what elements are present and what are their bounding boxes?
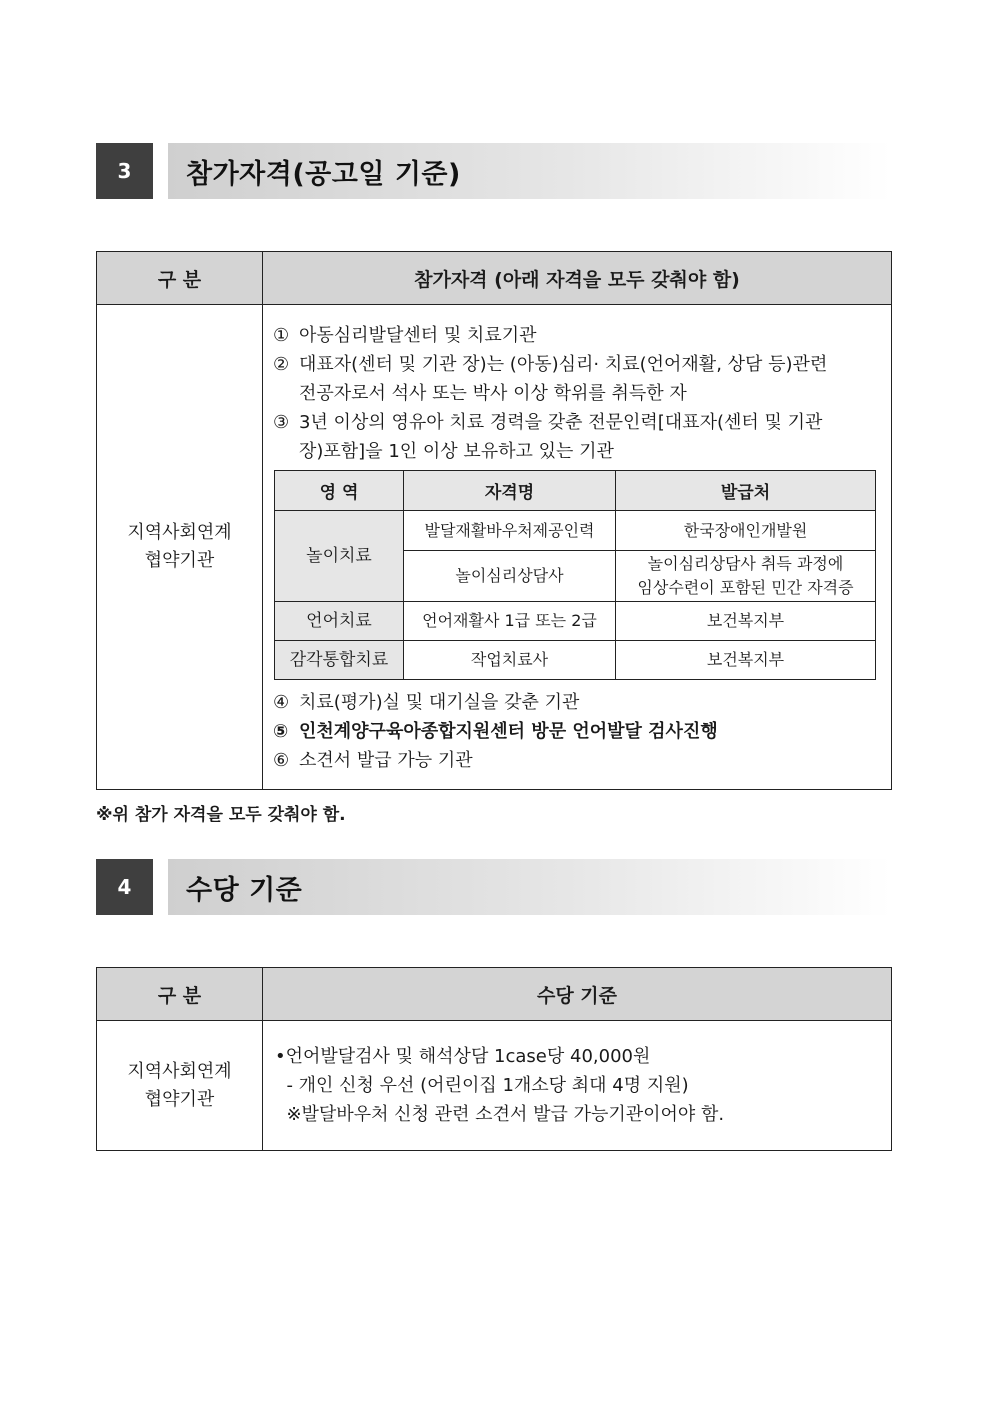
qual-header-name: 자격명 — [404, 471, 616, 511]
allowance-table — [96, 967, 892, 1151]
allowance-line: ※발달바우처 신청 관련 소견서 발급 가능기관이어야 함. — [275, 1104, 725, 1125]
row-label-line2: 협약기관 — [144, 1088, 215, 1110]
section-4-heading — [96, 859, 891, 915]
qual-issuer: 보건복지부 — [616, 641, 876, 680]
eligibility-item-3: ③ 3년 이상의 영유아 치료 경력을 갖춘 전문인력[대표자(센터 및 기관 장)포함]을 1인 이상 보유하고 있는 기관 — [273, 412, 823, 462]
header-eligibility: 참가자격 (아래 자격을 모두 갖춰야 함) — [263, 252, 892, 305]
eligibility-item-6: ⑥ 소견서 발급 가능 기관 — [273, 750, 473, 771]
qual-area-speech: 언어치료 — [275, 602, 404, 641]
header-category: 구 분 — [97, 252, 263, 305]
qual-issuer: 보건복지부 — [616, 602, 876, 641]
eligibility-item-4: ④ 치료(평가)실 및 대기실을 갖춘 기관 — [273, 692, 580, 713]
qual-name: 놀이심리상담사 — [404, 551, 616, 602]
qual-area-sensory: 감각통합치료 — [275, 641, 404, 680]
section-title: 참가자격(공고일 기준) — [168, 143, 891, 199]
allowance-line: - 개인 신청 우선 (어린이집 1개소당 최대 4명 지원) — [275, 1075, 689, 1096]
row-label-line1: 지역사회연계 — [127, 522, 232, 543]
qual-area-play: 놀이치료 — [275, 511, 404, 602]
section-number-badge: 4 — [96, 859, 153, 915]
qual-header-area: 영 역 — [275, 471, 404, 511]
section-title: 수당 기준 — [168, 859, 891, 915]
section-number-badge: 3 — [96, 143, 153, 199]
row-label — [97, 1021, 263, 1151]
qualification-table — [274, 470, 876, 680]
row-label-line2: 협약기관 — [144, 550, 215, 571]
qual-name: 작업치료사 — [404, 641, 616, 680]
row-label-line1: 지역사회연계 — [127, 1060, 232, 1082]
qual-issuer: 한국장애인개발원 — [616, 511, 876, 551]
qual-name: 언어재활사 1급 또는 2급 — [404, 602, 616, 641]
qual-name: 발달재활바우처제공인력 — [404, 511, 616, 551]
section-3-heading — [96, 143, 891, 199]
eligibility-content — [263, 305, 892, 790]
eligibility-table — [96, 251, 892, 790]
row-label — [97, 305, 263, 790]
eligibility-item-1: ① 아동심리발달센터 및 치료기관 — [273, 325, 537, 346]
eligibility-item-5: ⑤ 인천계양구육아종합지원센터 방문 언어발달 검사진행 — [273, 721, 718, 742]
qual-issuer: 놀이심리상담사 취득 과정에 임상수련이 포함된 민간 자격증 — [616, 551, 876, 602]
allowance-line: •언어발달검사 및 해석상담 1case당 40,000원 — [275, 1046, 651, 1067]
qual-header-issuer: 발급처 — [616, 471, 876, 511]
header-allowance: 수당 기준 — [263, 968, 892, 1021]
allowance-content — [263, 1021, 892, 1151]
eligibility-item-2: ② 대표자(센터 및 기관 장)는 (아동)심리· 치료(언어재활, 상담 등)관련 전공자로서 석사 또는 박사 이상 학위를 취득한 자 — [273, 354, 828, 404]
header-category: 구 분 — [97, 968, 263, 1021]
eligibility-note: ※위 참가 자격을 모두 갖춰야 함. — [96, 805, 346, 825]
